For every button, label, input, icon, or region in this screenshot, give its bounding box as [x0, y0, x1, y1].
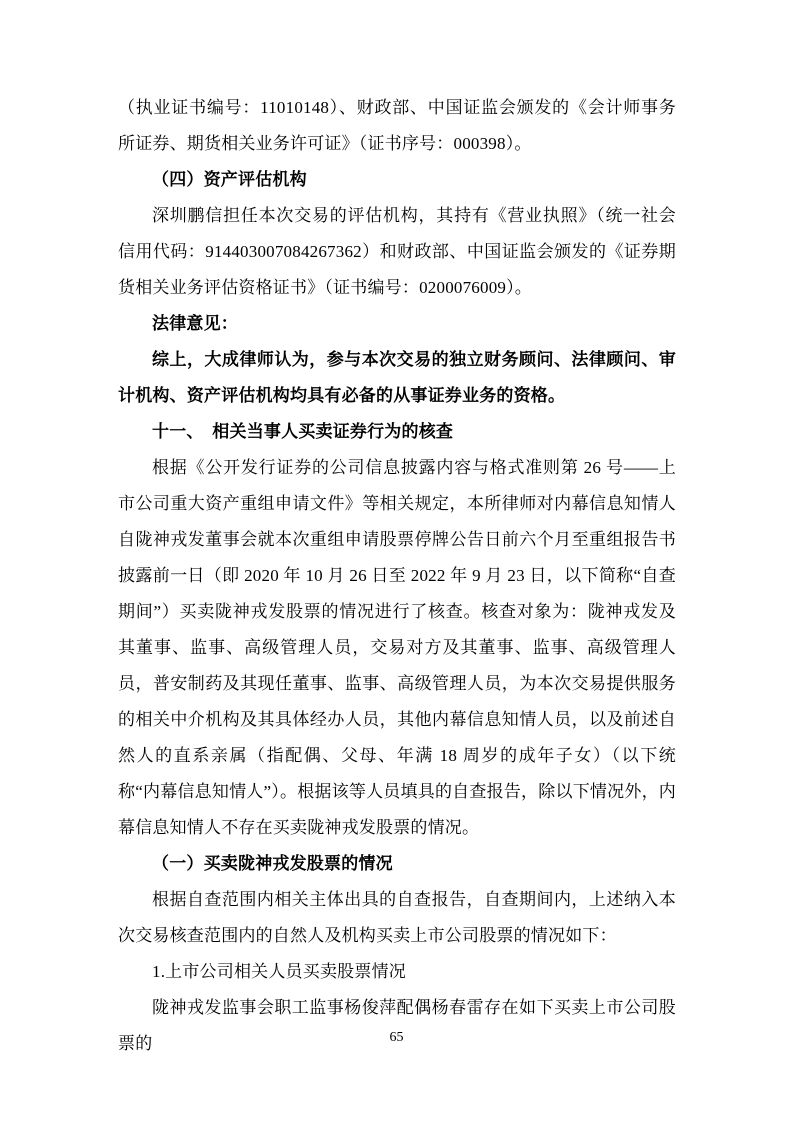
page-footer	[0, 1028, 793, 1048]
paragraph: 陇神戎发监事会职工监事杨俊萍配偶杨春雷存在如下买卖上市公司股票的	[118, 998, 676, 1053]
paragraph: 1.上市公司相关人员买卖股票情况	[152, 962, 406, 981]
section-heading: （一）买卖陇神戎发股票的情况	[152, 854, 393, 873]
paragraph: 综上，大成律师认为，参与本次交易的独立财务顾问、法律顾问、审计机构、资产评估机构均具有必备的从事证券业务的资格。	[118, 350, 676, 405]
document-body	[118, 90, 676, 1062]
paragraph: 根据自查范围内相关主体出具的自查报告，自查期间内，上述纳入本次交易核查范围内的自然人及机构买卖上市公司股票的情况如下：	[118, 890, 676, 945]
paragraph: 深圳鹏信担任本次交易的评估机构，其持有《营业执照》（统一社会信用代码：914403007084267362）和财政部、中国证监会颁发的《证券期货相关业务评估资格证书》（证书编号：0200076009）。	[118, 206, 676, 297]
section-heading: 十一、 相关当事人买卖证券行为的核查	[152, 422, 454, 441]
page-number: 65	[389, 1030, 404, 1045]
paragraph: （执业证书编号：11010148）、财政部、中国证监会颁发的《会计师事务所证券、期货相关业务许可证》（证书序号：000398）。	[118, 98, 676, 153]
paragraph: 法律意见：	[152, 314, 238, 333]
section-heading: （四）资产评估机构	[152, 170, 307, 189]
paragraph: 根据《公开发行证券的公司信息披露内容与格式准则第 26 号——上市公司重大资产重组申请文件》等相关规定，本所律师对内幕信息知情人自陇神戎发董事会就本次重组申请股票停牌公告日前六个月至重组报告书披露前一日（即 2020 年 10 月 26 日至 2022 年 9 月 23 日，以下简称“自查期间”）买卖陇神戎发股票的情况进行了核查。核查对象为：陇神戎发及其董事、监事、高级管理人员，交易对方及其董事、监事、高级管理人员，普安制药及其现任董事、监事、高级管理人员，为本次交易提供服务的相关中介机构及其具体经办人员，其他内幕信息知情人员，以及前述自然人的直系亲属（指配偶、父母、年满 18 周岁的成年子女）（以下统称“内幕信息知情人”）。根据该等人员填具的自查报告，除以下情况外，内幕信息知情人不存在买卖陇神戎发股票的情况。	[118, 458, 676, 837]
